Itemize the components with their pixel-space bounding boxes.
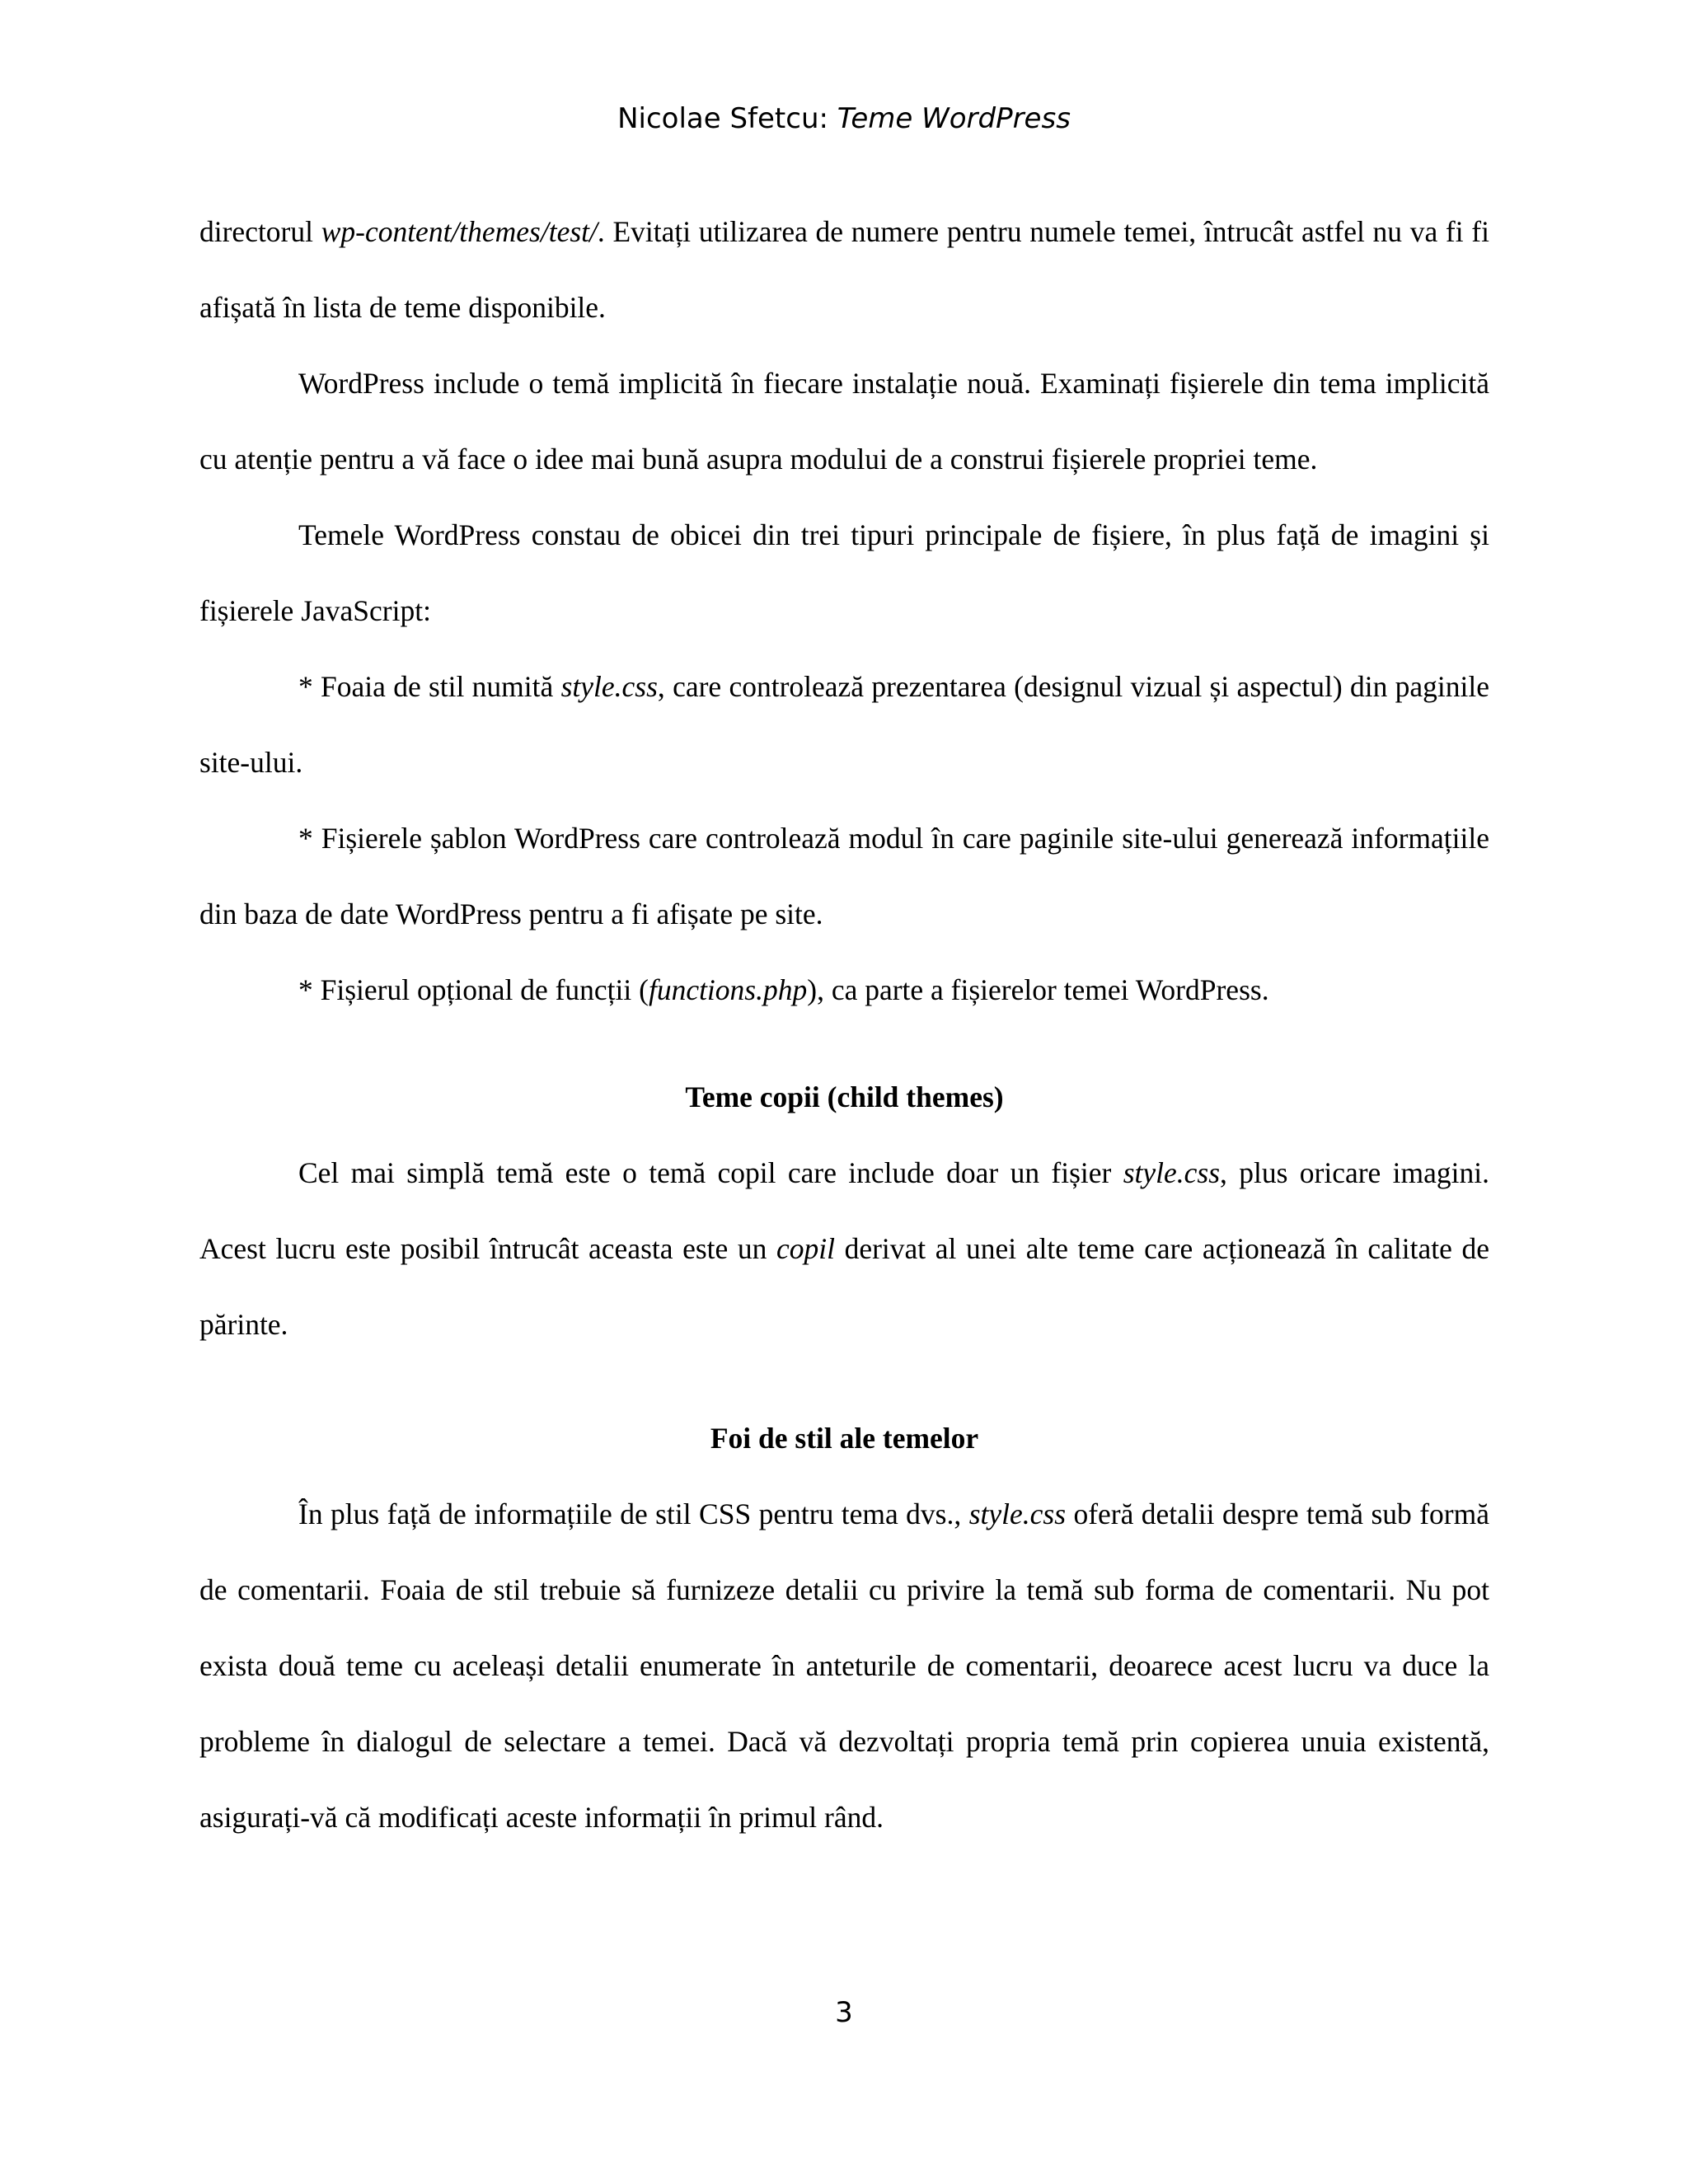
file-name: functions.php bbox=[648, 973, 808, 1006]
text-run: . Evitați utilizarea de numere pentru numele temei, întrucât astfel nu va fi fi afișată în lista de teme disponibile. bbox=[199, 215, 1489, 324]
paragraph-default-theme: WordPress include o temă implicită în fiecare instalație nouă. Examinați fișierele din tema implicită cu atenție pentru a vă face o idee mai bună asupra modului de a construi fișierele propriei teme. bbox=[199, 367, 1489, 476]
paragraph-stylesheet-details bbox=[199, 1476, 1489, 1855]
paragraph-theme-directory bbox=[199, 194, 1489, 345]
header-author: Nicolae Sfetcu: bbox=[617, 102, 837, 135]
header-book-title: Teme WordPress bbox=[837, 102, 1071, 135]
section-heading-child-themes: Teme copii (child themes) bbox=[685, 1080, 1004, 1113]
running-header bbox=[0, 99, 1688, 138]
paragraph-file-types: Temele WordPress constau de obicei din trei tipuri principale de fișiere, în plus față de imagini și fișierele JavaScript: bbox=[199, 518, 1489, 627]
text-run: ), ca parte a fișierelor temei WordPress. bbox=[807, 973, 1269, 1006]
text-run: * Fișierul opțional de funcții ( bbox=[298, 973, 649, 1006]
path-reference: wp-content/themes/test/ bbox=[321, 215, 598, 248]
file-name: style.css bbox=[1123, 1156, 1221, 1189]
file-name: style.css bbox=[968, 1497, 1067, 1530]
section-heading-stylesheets: Foi de stil ale temelor bbox=[710, 1422, 979, 1455]
text-run: În plus față de informațiile de stil CSS pentru tema dvs., bbox=[298, 1497, 969, 1530]
text-run: Cel mai simplă temă este o temă copil care include doar un fișier bbox=[298, 1156, 1123, 1189]
emphasis: copil bbox=[776, 1232, 835, 1265]
file-name: style.css bbox=[560, 670, 658, 703]
text-run: * Foaia de stil numită bbox=[298, 670, 561, 703]
text-run: , plus oricare imagini. Acest lucru este posibil întrucât aceasta este un bbox=[199, 1156, 1489, 1265]
list-item-template-files: * Fișierele șablon WordPress care controlează modul în care paginile site-ului generează informațiile din baza de date WordPress pentru a fi afișate pe site. bbox=[199, 822, 1489, 930]
text-run: derivat al unei alte teme care acționează în calitate de părinte. bbox=[199, 1232, 1489, 1341]
list-item-stylesheet bbox=[199, 649, 1489, 800]
paragraph-child-themes bbox=[199, 1135, 1489, 1362]
text-run: , care controlează prezentarea (designul vizual și aspectul) din paginile site-ului. bbox=[199, 670, 1489, 779]
text-run: directorul bbox=[199, 215, 321, 248]
page-number: 3 bbox=[835, 1996, 853, 2029]
page-body bbox=[199, 194, 1489, 1855]
text-run: oferă detalii despre temă sub formă de comentarii. Foaia de stil trebuie să furnizeze detalii cu privire la temă sub forma de comentarii. Nu pot exista două teme cu aceleași detalii enumerate în anteturile de comentarii, deoarece acest lucru va duce la probleme în dialogul de selectare a temei. Dacă vă dezvoltați propria temă prin copierea unuia existentă, asigurați-vă că modificați aceste informații în primul rând. bbox=[199, 1497, 1489, 1834]
list-item-functions-file bbox=[199, 952, 1489, 1028]
